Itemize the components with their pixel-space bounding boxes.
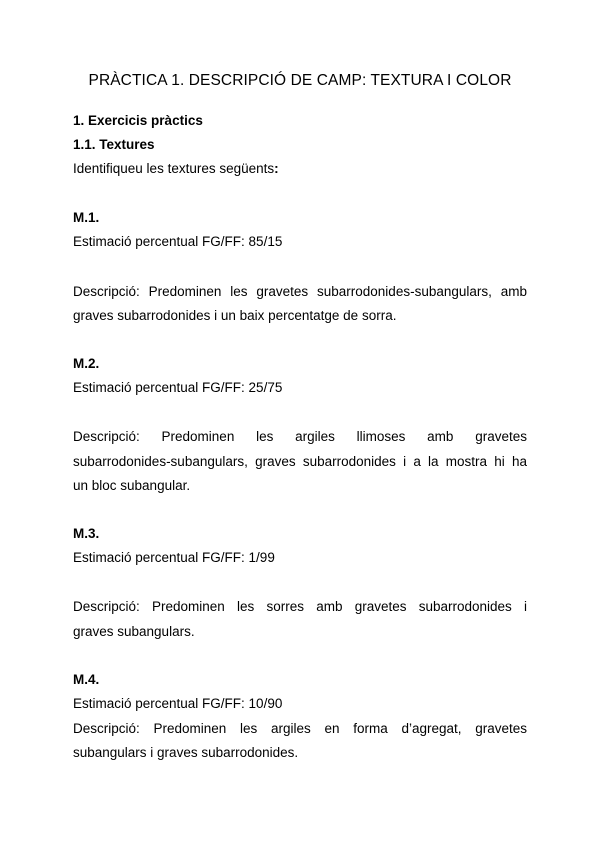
sample-2-estimate: Estimació percentual FG/FF: 25/75 <box>73 380 283 395</box>
sample-2-description-line-1: Descripció: Predominen les argiles llimoses amb gravetes <box>73 429 527 444</box>
sample-1-description-line-2: graves subarrodonides i un baix percentatge de sorra. <box>73 308 397 323</box>
instruction-label: Identifiqueu les textures següents <box>73 161 275 176</box>
instruction-text <box>73 161 279 177</box>
sample-2-id: M.2. <box>73 356 100 371</box>
sample-3-id: M.3. <box>73 526 100 541</box>
sample-1-id: M.1. <box>73 210 100 225</box>
sample-1-description-line-1: Descripció: Predominen les gravetes subarrodonides-subangulars, amb <box>73 284 527 299</box>
section-heading: 1. Exercicis pràctics <box>73 113 203 128</box>
sample-3-estimate: Estimació percentual FG/FF: 1/99 <box>73 550 275 565</box>
instruction-colon: : <box>274 161 279 176</box>
sample-1-estimate: Estimació percentual FG/FF: 85/15 <box>73 234 283 249</box>
sample-4-estimate: Estimació percentual FG/FF: 10/90 <box>73 696 283 711</box>
page-title: PRÀCTICA 1. DESCRIPCIÓ DE CAMP: TEXTURA I COLOR <box>88 72 512 89</box>
sample-3-description-line-2: graves subangulars. <box>73 624 195 639</box>
sample-4-id: M.4. <box>73 672 100 687</box>
sample-2-description-line-3: un bloc subangular. <box>73 478 191 493</box>
subsection-heading: 1.1. Textures <box>73 137 155 152</box>
sample-2-description-line-2: subarrodonides-subangulars, graves subarrodonides i a la mostra hi ha <box>73 454 527 469</box>
sample-4-description-line-1: Descripció: Predominen les argiles en forma d’agregat, gravetes <box>73 721 527 736</box>
sample-4-description-line-2: subangulars i graves subarrodonides. <box>73 745 299 760</box>
sample-3-description-line-1: Descripció: Predominen les sorres amb gravetes subarrodonides i <box>73 599 527 614</box>
